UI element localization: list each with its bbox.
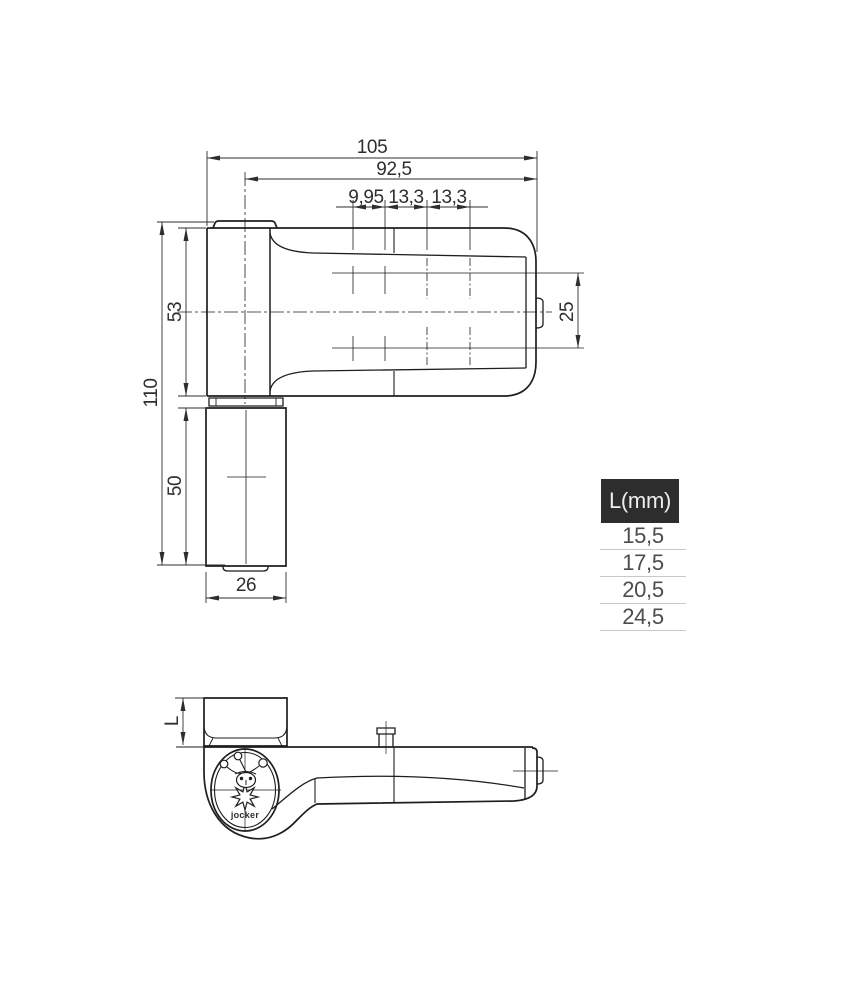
dim-axis-to-edge: 92,5 (376, 159, 412, 180)
side-view (162, 698, 558, 839)
dim-frame-part-height: 53 (165, 301, 186, 323)
dim-hole-pitch-1: 13,3 (388, 187, 424, 208)
jester-eye (249, 777, 252, 780)
jester-hat-ball (220, 760, 228, 768)
size-table-row: 15,5 (600, 523, 686, 550)
dim-depth-L: L (162, 715, 183, 727)
hole-centerlines (332, 200, 584, 366)
jester-hat-ball (259, 759, 267, 767)
latch-bump-side (537, 757, 543, 784)
dim-hole-pitch-2: 13,3 (431, 187, 467, 208)
dim-sash-part-height: 50 (165, 475, 186, 497)
logo-text: jocker (230, 810, 260, 820)
pivot-pin (377, 721, 395, 754)
size-table-row: 24,5 (600, 604, 686, 631)
joint-washer (209, 398, 283, 406)
latch-bump (536, 298, 543, 328)
jester-eye (240, 777, 243, 780)
hinge-body-outline (206, 221, 543, 571)
arm-profile (176, 721, 558, 839)
dim-overall-width: 105 (356, 137, 388, 158)
size-table-header: L(mm) (601, 479, 679, 523)
front-view-dimensions (157, 151, 578, 603)
size-table-row: 20,5 (600, 577, 686, 604)
dim-hole-rows-spacing: 25 (557, 301, 578, 323)
frame-block (204, 698, 287, 746)
dim-hole-offset: 9,95 (348, 187, 384, 208)
dim-overall-height: 110 (141, 378, 162, 408)
jester-logo (210, 748, 281, 832)
front-view (141, 137, 584, 603)
size-table (600, 479, 686, 631)
size-table-row: 17,5 (600, 550, 686, 577)
dim-sash-part-width: 26 (235, 575, 257, 596)
jester-hat-ball (234, 752, 242, 760)
